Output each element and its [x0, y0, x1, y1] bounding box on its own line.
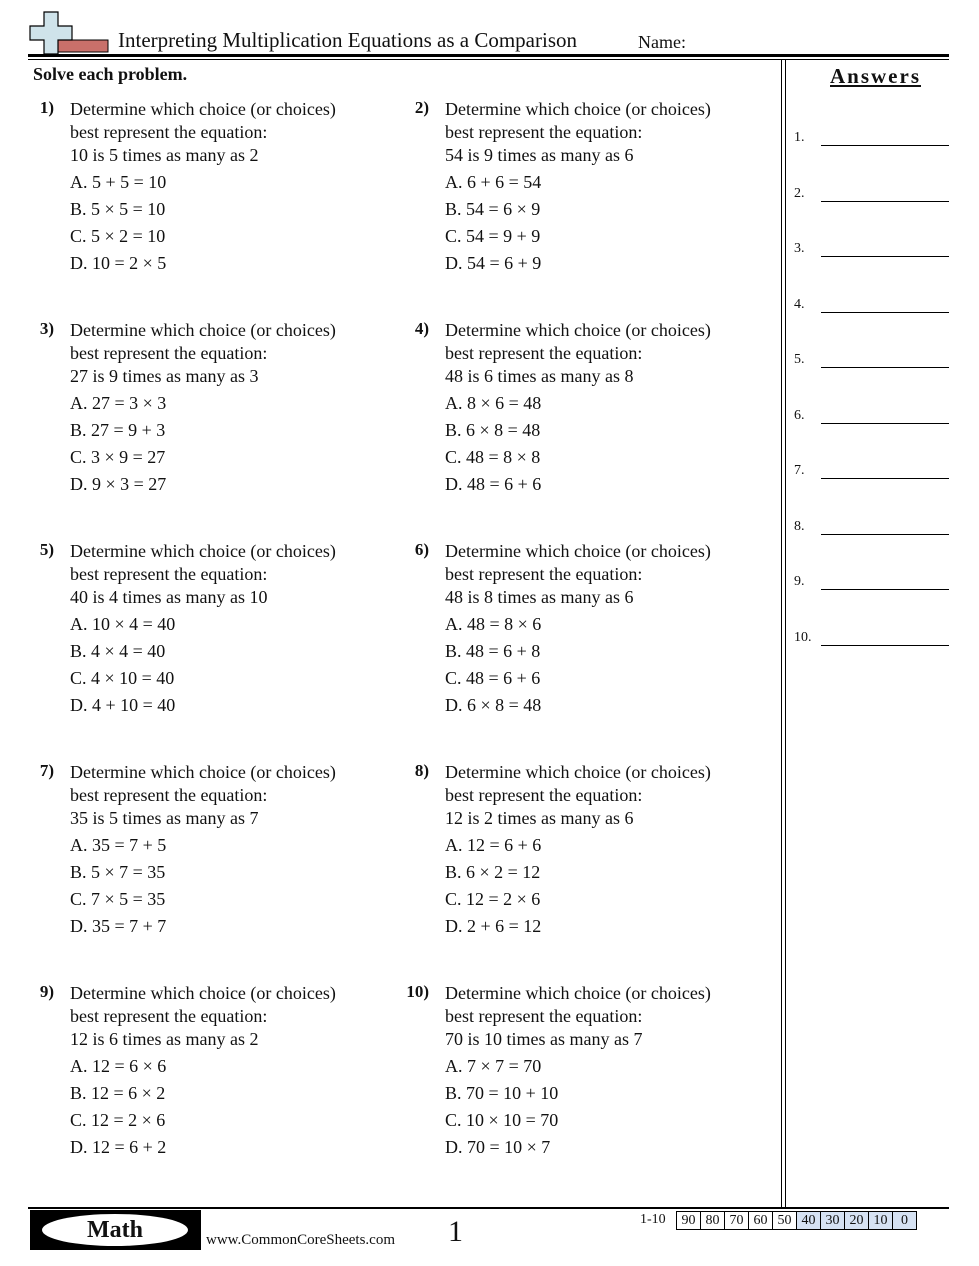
answer-number: 1.: [794, 130, 805, 145]
answer-row: [794, 630, 950, 650]
choice-b: B. 27 = 9 + 3: [70, 420, 166, 440]
score-cell: 20: [844, 1211, 869, 1230]
answer-blank[interactable]: [821, 312, 949, 313]
prompt-equation: 35 is 5 times as many as 7: [70, 808, 259, 828]
choice-a: A. 6 + 6 = 54: [445, 172, 542, 192]
problem-number: 5): [39, 540, 54, 559]
choice-b: B. 5 × 7 = 35: [70, 862, 166, 882]
choice-b: B. 70 = 10 + 10: [445, 1083, 559, 1103]
prompt-equation: 48 is 8 times as many as 6: [445, 587, 634, 607]
prompt-line: Determine which choice (or choices): [445, 762, 711, 782]
answer-number: 8.: [794, 519, 805, 534]
score-cell: 0: [892, 1211, 917, 1230]
answer-row: [794, 130, 950, 150]
choice-b: B. 5 × 5 = 10: [70, 199, 166, 219]
choice-list: [70, 832, 166, 940]
prompt-line: Determine which choice (or choices): [70, 983, 336, 1003]
choice-list: [445, 169, 541, 277]
choice-d: D. 48 = 6 + 6: [445, 474, 542, 494]
choice-d: D. 35 = 7 + 7: [70, 916, 167, 936]
subject-label: Math: [42, 1214, 188, 1246]
score-cell: 70: [724, 1211, 749, 1230]
prompt-line: best represent the equation:: [445, 343, 643, 363]
prompt-line: Determine which choice (or choices): [70, 541, 336, 561]
page-number: 1: [448, 1215, 463, 1248]
answer-row: [794, 352, 950, 372]
score-cell: 90: [676, 1211, 701, 1230]
answer-blank[interactable]: [821, 367, 949, 368]
choice-b: B. 6 × 2 = 12: [445, 862, 541, 882]
answer-number: 7.: [794, 463, 805, 478]
answer-blank[interactable]: [821, 589, 949, 590]
prompt-line: best represent the equation:: [445, 564, 643, 584]
choice-list: [70, 169, 166, 277]
answer-row: [794, 519, 950, 539]
prompt-line: best represent the equation:: [70, 564, 268, 584]
choice-list: [445, 1053, 558, 1161]
prompt-equation: 12 is 6 times as many as 2: [70, 1029, 259, 1049]
answer-number: 5.: [794, 352, 805, 367]
problem-prompt: [70, 761, 336, 830]
prompt-line: best represent the equation:: [70, 343, 268, 363]
choice-a: A. 35 = 7 + 5: [70, 835, 167, 855]
problem-number: 8): [414, 761, 429, 780]
answer-blank[interactable]: [821, 478, 949, 479]
answer-number: 9.: [794, 574, 805, 589]
prompt-line: Determine which choice (or choices): [445, 320, 711, 340]
choice-d: D. 10 = 2 × 5: [70, 253, 167, 273]
choice-d: D. 12 = 6 + 2: [70, 1137, 167, 1157]
answer-blank[interactable]: [821, 201, 949, 202]
problem-number: 2): [414, 98, 429, 117]
problem-number: 3): [39, 319, 54, 338]
prompt-line: Determine which choice (or choices): [445, 983, 711, 1003]
answer-blank[interactable]: [821, 423, 949, 424]
prompt-equation: 54 is 9 times as many as 6: [445, 145, 634, 165]
answer-number: 6.: [794, 408, 805, 423]
problem-number: 10): [406, 982, 429, 1001]
score-cell: 60: [748, 1211, 773, 1230]
choice-a: A. 27 = 3 × 3: [70, 393, 167, 413]
choice-d: D. 2 + 6 = 12: [445, 916, 542, 936]
score-cell: 40: [796, 1211, 821, 1230]
problem-prompt: [445, 98, 711, 167]
problem-prompt: [70, 540, 336, 609]
choice-c: C. 48 = 8 × 8: [445, 447, 541, 467]
prompt-line: Determine which choice (or choices): [445, 541, 711, 561]
choice-list: [445, 611, 541, 719]
choice-c: C. 3 × 9 = 27: [70, 447, 166, 467]
answer-blank[interactable]: [821, 256, 949, 257]
prompt-line: best represent the equation:: [70, 1006, 268, 1026]
answer-number: 10.: [794, 630, 812, 645]
problem-number: 7): [39, 761, 54, 780]
answer-number: 4.: [794, 297, 805, 312]
instructions: Solve each problem.: [33, 64, 188, 84]
problem-number: 9): [39, 982, 54, 1001]
answer-row: [794, 574, 950, 594]
problem-prompt: [445, 982, 711, 1051]
choice-c: C. 48 = 6 + 6: [445, 668, 541, 688]
choice-b: B. 48 = 6 + 8: [445, 641, 541, 661]
choice-a: A. 12 = 6 × 6: [70, 1056, 167, 1076]
problem-number: 1): [39, 98, 54, 117]
problem-prompt: [445, 319, 711, 388]
prompt-equation: 70 is 10 times as many as 7: [445, 1029, 643, 1049]
score-range-label: 1-10: [640, 1212, 666, 1227]
answer-row: [794, 408, 950, 428]
site-url: www.CommonCoreSheets.com: [206, 1232, 396, 1248]
choice-b: B. 12 = 6 × 2: [70, 1083, 166, 1103]
column-divider: [785, 60, 786, 1208]
choice-c: C. 5 × 2 = 10: [70, 226, 166, 246]
score-table: [677, 1211, 917, 1230]
choice-d: D. 4 + 10 = 40: [70, 695, 176, 715]
prompt-line: Determine which choice (or choices): [445, 99, 711, 119]
choice-d: D. 70 = 10 × 7: [445, 1137, 551, 1157]
choice-a: A. 8 × 6 = 48: [445, 393, 542, 413]
choice-c: C. 7 × 5 = 35: [70, 889, 166, 909]
choice-d: D. 9 × 3 = 27: [70, 474, 167, 494]
problem-number: 4): [414, 319, 429, 338]
problem-prompt: [70, 982, 336, 1051]
choice-a: A. 12 = 6 + 6: [445, 835, 542, 855]
choice-b: B. 4 × 4 = 40: [70, 641, 166, 661]
answer-row: [794, 241, 950, 261]
choice-d: D. 54 = 6 + 9: [445, 253, 542, 273]
choice-c: C. 4 × 10 = 40: [70, 668, 175, 688]
problem-prompt: [70, 98, 336, 167]
answer-blank[interactable]: [821, 534, 949, 535]
choice-a: A. 5 + 5 = 10: [70, 172, 167, 192]
prompt-line: best represent the equation:: [70, 785, 268, 805]
choice-c: C. 12 = 2 × 6: [445, 889, 541, 909]
choice-a: A. 48 = 8 × 6: [445, 614, 542, 634]
prompt-equation: 40 is 4 times as many as 10: [70, 587, 268, 607]
prompt-line: best represent the equation:: [445, 1006, 643, 1026]
choice-list: [445, 832, 541, 940]
choice-list: [445, 390, 541, 498]
problem-prompt: [445, 761, 711, 830]
answer-number: 2.: [794, 186, 805, 201]
header-divider: [28, 54, 949, 57]
choice-a: A. 7 × 7 = 70: [445, 1056, 542, 1076]
name-field-label: Name:: [638, 32, 686, 52]
prompt-equation: 10 is 5 times as many as 2: [70, 145, 259, 165]
problem-number: 6): [414, 540, 429, 559]
answer-row: [794, 297, 950, 317]
prompt-line: best represent the equation:: [445, 122, 643, 142]
answer-number: 3.: [794, 241, 805, 256]
choice-b: B. 54 = 6 × 9: [445, 199, 541, 219]
worksheet-logo-icon: [28, 10, 110, 58]
prompt-line: Determine which choice (or choices): [70, 99, 336, 119]
prompt-equation: 12 is 2 times as many as 6: [445, 808, 634, 828]
choice-d: D. 6 × 8 = 48: [445, 695, 542, 715]
problem-prompt: [70, 319, 336, 388]
choice-a: A. 10 × 4 = 40: [70, 614, 176, 634]
answer-row: [794, 186, 950, 206]
answer-row: [794, 463, 950, 483]
header-divider-thin: [28, 59, 949, 60]
column-divider: [781, 60, 782, 1208]
page-title: Interpreting Multiplication Equations as a Comparison: [118, 28, 577, 52]
answer-blank[interactable]: [821, 145, 949, 146]
choice-list: [70, 1053, 166, 1161]
problem-prompt: [445, 540, 711, 609]
footer-divider: [28, 1207, 949, 1209]
choice-c: C. 12 = 2 × 6: [70, 1110, 166, 1130]
answers-heading: Answers: [830, 64, 921, 88]
prompt-line: best represent the equation:: [445, 785, 643, 805]
subject-badge: [30, 1210, 201, 1250]
choice-c: C. 10 × 10 = 70: [445, 1110, 559, 1130]
score-cell: 10: [868, 1211, 893, 1230]
prompt-equation: 27 is 9 times as many as 3: [70, 366, 259, 386]
choice-list: [70, 611, 175, 719]
prompt-equation: 48 is 6 times as many as 8: [445, 366, 634, 386]
answer-blank[interactable]: [821, 645, 949, 646]
choice-b: B. 6 × 8 = 48: [445, 420, 541, 440]
choice-c: C. 54 = 9 + 9: [445, 226, 541, 246]
score-cell: 80: [700, 1211, 725, 1230]
prompt-line: Determine which choice (or choices): [70, 320, 336, 340]
score-cell: 30: [820, 1211, 845, 1230]
choice-list: [70, 390, 166, 498]
prompt-line: Determine which choice (or choices): [70, 762, 336, 782]
prompt-line: best represent the equation:: [70, 122, 268, 142]
score-cell: 50: [772, 1211, 797, 1230]
